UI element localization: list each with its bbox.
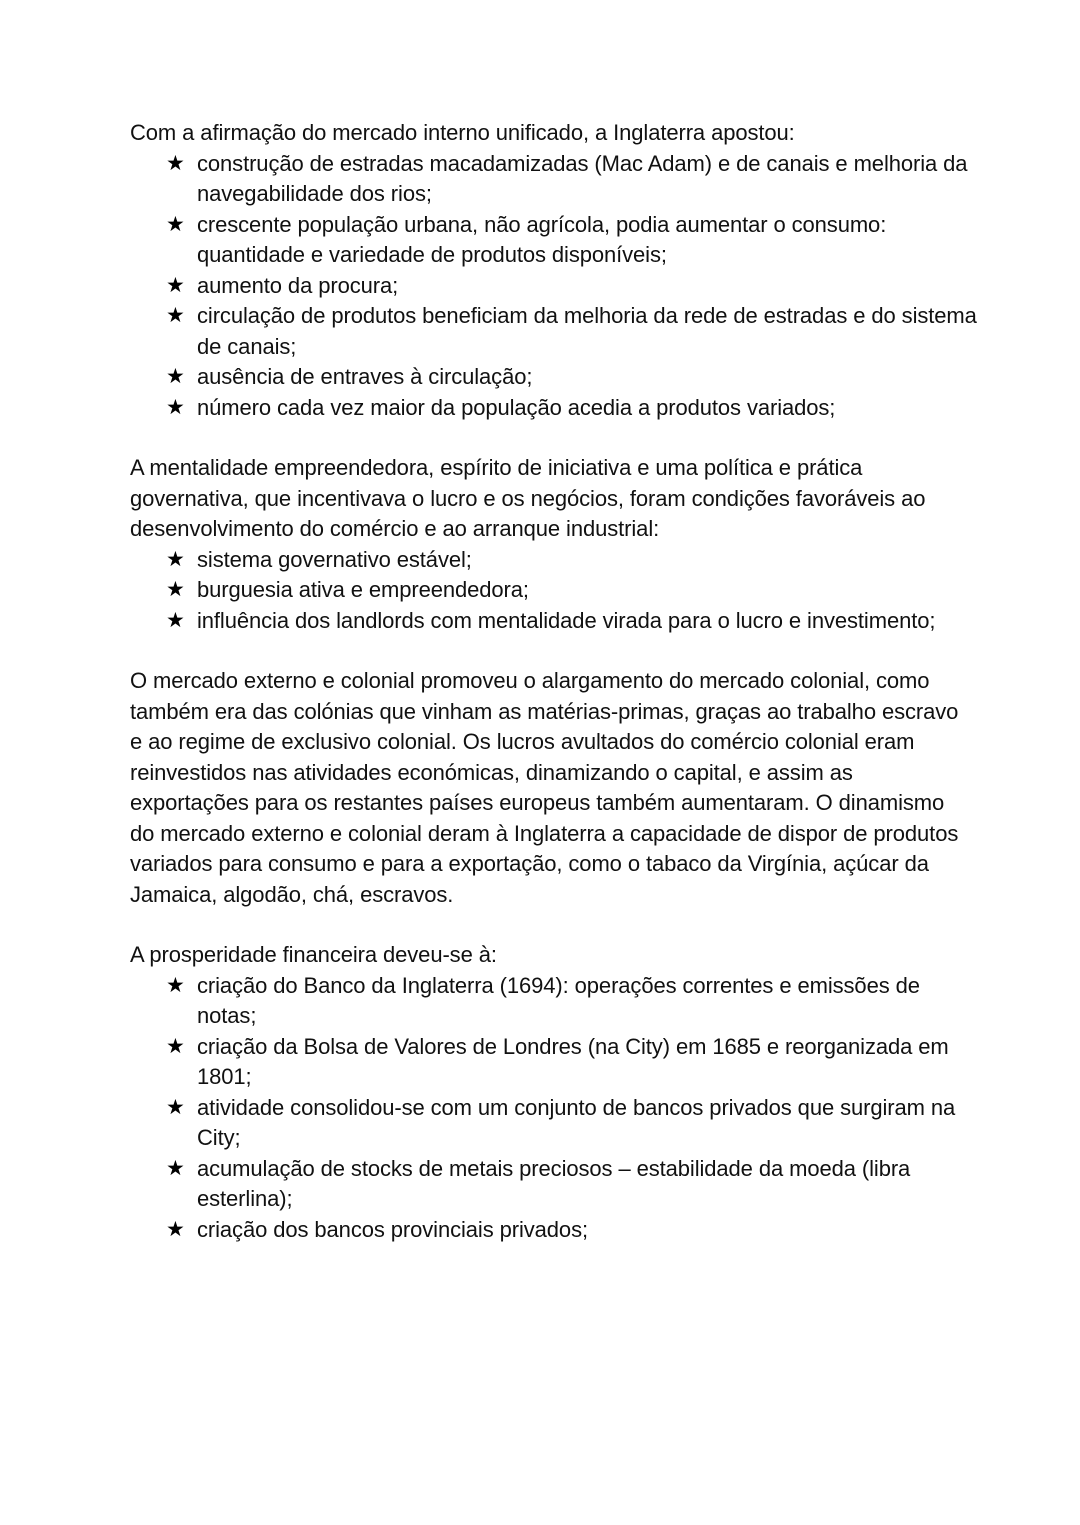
- section-prosperidade-financeira: [130, 940, 980, 1245]
- list-item: [130, 575, 980, 606]
- list-item: [130, 271, 980, 302]
- list-item: [130, 301, 980, 362]
- paragraph-spacer: [130, 636, 980, 666]
- list-item-text: influência dos landlords com mentalidade virada para o lucro e investimento;: [197, 607, 936, 633]
- list-item-text: criação da Bolsa de Valores de Londres (na City) em 1685 e reorganizada em 1801;: [197, 1033, 949, 1089]
- star-bullet-icon: ★: [166, 1095, 185, 1119]
- list-item-text: construção de estradas macadamizadas (Mac Adam) e de canais e melhoria da navegabilidade dos rios;: [197, 150, 968, 206]
- list-item-text: aumento da procura;: [197, 272, 399, 298]
- section-mercado-interno: [130, 118, 980, 423]
- list-item-text: burguesia ativa e empreendedora;: [197, 577, 529, 602]
- section-lead-paragraph: O mercado externo e colonial promoveu o alargamento do mercado colonial, como também era das colónias que vinham as matérias-primas, graças ao trabalho escravo e ao regime de exclusivo colonial. Os lucros avultados do comércio colonial eram reinvestidos nas atividades económicas, dinamizando o capital, e assim as exportações para os restantes países europeus também aumentaram. O dinamismo do mercado externo e colonial deram à Inglaterra a capacidade de dispor de produtos variados para consumo e para a exportação, como o tabaco da Virgínia, açúcar da Jamaica, algodão, chá, escravos.: [130, 668, 959, 907]
- star-bullet-icon: ★: [166, 212, 185, 236]
- star-bullet-icon: ★: [166, 1156, 185, 1180]
- list-item: [130, 971, 980, 1032]
- star-bullet-icon: ★: [166, 547, 185, 571]
- document-body: [130, 118, 980, 1245]
- list-item: [130, 545, 980, 576]
- star-bullet-icon: ★: [166, 151, 185, 175]
- list-item: [130, 362, 980, 393]
- star-bullet-icon: ★: [166, 395, 185, 419]
- section-mentalidade-empreendedora: [130, 453, 980, 636]
- list-item: [130, 1093, 980, 1154]
- list-item: [130, 149, 980, 210]
- list-item-text: criação dos bancos provinciais privados;: [197, 1216, 588, 1242]
- star-bullet-icon: ★: [166, 304, 185, 327]
- list-item-text: sistema governativo estável;: [197, 546, 472, 572]
- star-bullet-icon: ★: [166, 1034, 185, 1058]
- star-bullet-list: [130, 971, 980, 1246]
- list-item-text: número cada vez maior da população acedia a produtos variados;: [197, 394, 836, 420]
- star-bullet-icon: ★: [166, 365, 185, 388]
- list-item: [130, 210, 980, 271]
- section-mercado-externo-colonial: [130, 666, 980, 910]
- list-item: [130, 393, 980, 424]
- list-item-text: acumulação de stocks de metais preciosos – estabilidade da moeda (libra esterlina);: [197, 1155, 911, 1211]
- section-lead-paragraph: A mentalidade empreendedora, espírito de iniciativa e uma política e prática governativa, que incentivava o lucro e os negócios, foram condições favoráveis ao desenvolvimento do comércio e ao arranque industrial:: [130, 455, 926, 541]
- list-item-text: ausência de entraves à circulação;: [197, 364, 533, 389]
- list-item-text: circulação de produtos beneficiam da melhoria da rede de estradas e do sistema de canais;: [197, 303, 977, 359]
- list-item: [130, 1032, 980, 1093]
- list-item-text: crescente população urbana, não agrícola, podia aumentar o consumo: quantidade e variedade de produtos disponíveis;: [197, 211, 887, 267]
- star-bullet-list: [130, 545, 980, 637]
- list-item: [130, 1215, 980, 1246]
- star-bullet-icon: ★: [166, 973, 185, 997]
- list-item: [130, 606, 980, 637]
- star-bullet-icon: ★: [166, 273, 185, 297]
- star-bullet-icon: ★: [166, 578, 185, 601]
- section-lead-paragraph: A prosperidade financeira deveu-se à:: [130, 942, 497, 967]
- paragraph-spacer: [130, 423, 980, 453]
- section-lead-paragraph: Com a afirmação do mercado interno unificado, a Inglaterra apostou:: [130, 120, 795, 145]
- star-bullet-list: [130, 149, 980, 424]
- star-bullet-icon: ★: [166, 1217, 185, 1241]
- list-item: [130, 1154, 980, 1215]
- paragraph-spacer: [130, 910, 980, 940]
- star-bullet-icon: ★: [166, 608, 185, 632]
- list-item-text: atividade consolidou-se com um conjunto de bancos privados que surgiram na City;: [197, 1094, 956, 1150]
- list-item-text: criação do Banco da Inglaterra (1694): operações correntes e emissões de notas;: [197, 972, 920, 1028]
